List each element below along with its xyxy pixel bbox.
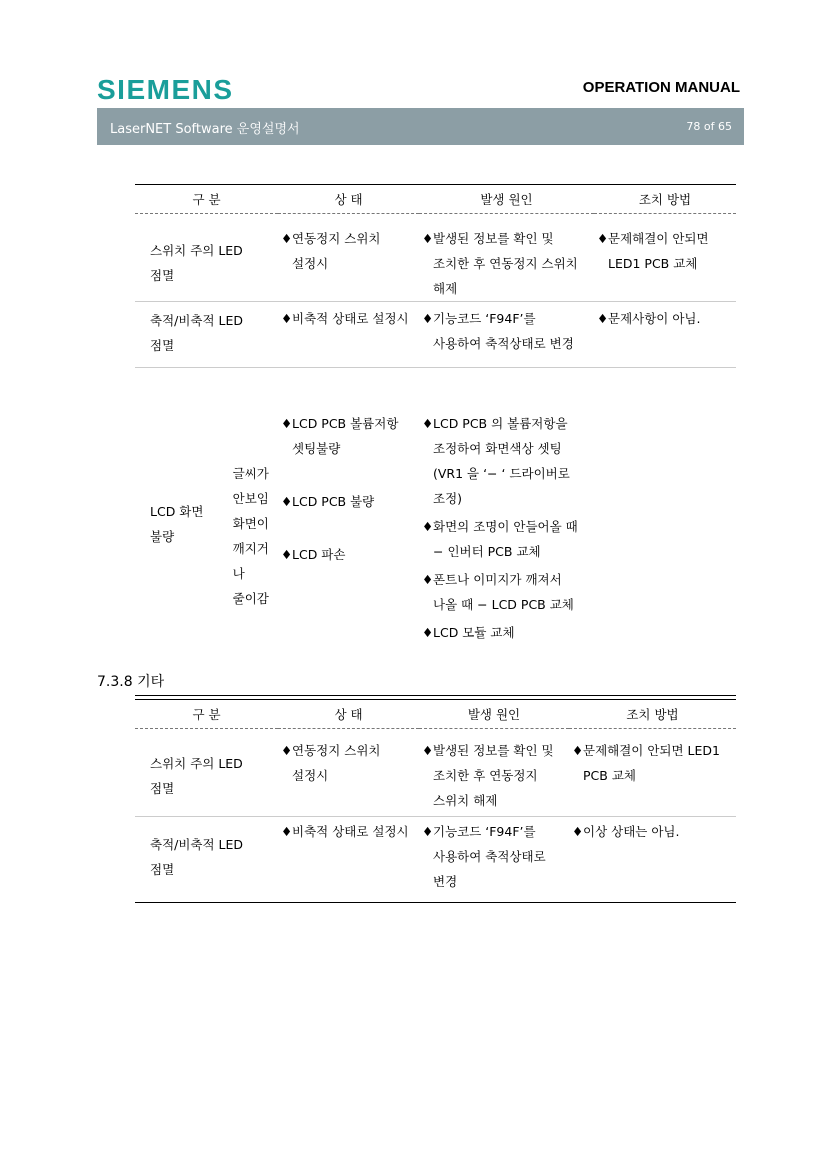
row-category: 스위치 주의 LED 점멸 <box>135 214 278 302</box>
page-number: 78 of 65 <box>686 120 732 133</box>
row-state: ♦ 비축적 상태로 설정시 <box>278 302 419 368</box>
bullet-icon: ♦ <box>422 311 434 326</box>
table-header-row <box>135 185 736 214</box>
table-row <box>135 302 736 368</box>
bullet-icon: ♦ <box>281 416 293 431</box>
col-header-state: 상 태 <box>278 700 419 729</box>
doc-title: LaserNET Software 운영설명서 <box>110 122 300 137</box>
row-state: ♦ LCD PCB 볼륨저항 셋팅불량 ♦ LCD PCB 불량 ♦ LCD 파손 <box>278 368 419 696</box>
row-action: ♦ 문제해결이 안되면 LED1 PCB 교체 <box>569 729 736 817</box>
row-state: ♦ 연동정지 스위치 설정시 <box>278 729 419 817</box>
bullet-icon: ♦ <box>422 625 434 640</box>
table-row <box>135 214 736 302</box>
row-category: 축적/비축적 LED 점멸 <box>135 817 278 903</box>
bullet-icon: ♦ <box>422 519 434 534</box>
bullet-icon: ♦ <box>422 743 434 758</box>
bullet-icon: ♦ <box>281 494 293 509</box>
col-header-category: 구 분 <box>135 700 278 729</box>
row-category: LCD 화면 불량 글씨가 안보임 화면이 깨지거나 줄이감 <box>135 368 278 696</box>
bullet-icon: ♦ <box>422 824 434 839</box>
bullet-icon: ♦ <box>281 231 293 246</box>
table-row <box>135 817 736 903</box>
row-action <box>594 368 736 696</box>
col-header-cause: 발생 원인 <box>419 185 594 214</box>
row-cause: ♦ LCD PCB 의 볼륨저항을 조정하여 화면색상 셋팅 (VR1 을 ‘− ‘ 드라이버로 조정) ♦ 화면의 조명이 안들어올 때 − 인버터 PCB 교체 ♦ 폰트나 이미지가 깨져서 나올 때 − LCD PCB 교체 ♦ LCD 모듈 교체 <box>419 368 594 696</box>
bullet-icon: ♦ <box>422 416 434 431</box>
siemens-logo: SIEMENS <box>97 74 234 105</box>
bullet-icon: ♦ <box>597 311 609 326</box>
troubleshooting-table-2 <box>135 699 736 903</box>
bullet-icon: ♦ <box>572 824 584 839</box>
row-cause: ♦ 발생된 정보를 확인 및 조치한 후 연동정지 스위치 해제 <box>419 214 594 302</box>
col-header-category: 구 분 <box>135 185 278 214</box>
bullet-icon: ♦ <box>281 743 293 758</box>
col-header-cause: 발생 원인 <box>419 700 569 729</box>
bullet-icon: ♦ <box>422 572 434 587</box>
bullet-icon: ♦ <box>572 743 584 758</box>
bullet-icon: ♦ <box>422 231 434 246</box>
section-heading: 7.3.8 기타 <box>97 674 165 690</box>
col-header-action: 조치 방법 <box>594 185 736 214</box>
troubleshooting-table-1 <box>135 184 736 696</box>
row-state: ♦ 연동정지 스위치 설정시 <box>278 214 419 302</box>
row-subcategory: 글씨가 안보임 화면이 깨지거나 줄이감 <box>232 466 269 606</box>
bullet-icon: ♦ <box>281 311 293 326</box>
col-header-action: 조치 방법 <box>569 700 736 729</box>
table-row <box>135 368 736 696</box>
row-category: 축적/비축적 LED 점멸 <box>135 302 278 368</box>
table-row <box>135 729 736 817</box>
row-state: ♦ 비축적 상태로 설정시 <box>278 817 419 903</box>
row-cause: ♦ 기능코드 ‘F94F’를 사용하여 축적상태로 변경 <box>419 302 594 368</box>
row-cause: ♦ 발생된 정보를 확인 및 조치한 후 연동정지 스위치 해제 <box>419 729 569 817</box>
row-action: ♦ 문제사항이 아님. <box>594 302 736 368</box>
table-header-row <box>135 700 736 729</box>
row-action: ♦ 이상 상태는 아님. <box>569 817 736 903</box>
row-cause: ♦ 기능코드 ‘F94F’를 사용하여 축적상태로 변경 <box>419 817 569 903</box>
manual-label: OPERATION MANUAL <box>582 79 740 96</box>
bullet-icon: ♦ <box>281 547 293 562</box>
row-action: ♦ 문제해결이 안되면 LED1 PCB 교체 <box>594 214 736 302</box>
bullet-icon: ♦ <box>597 231 609 246</box>
col-header-state: 상 태 <box>278 185 419 214</box>
header-banner <box>97 108 744 145</box>
bullet-icon: ♦ <box>281 824 293 839</box>
row-category: 스위치 주의 LED 점멸 <box>135 729 278 817</box>
